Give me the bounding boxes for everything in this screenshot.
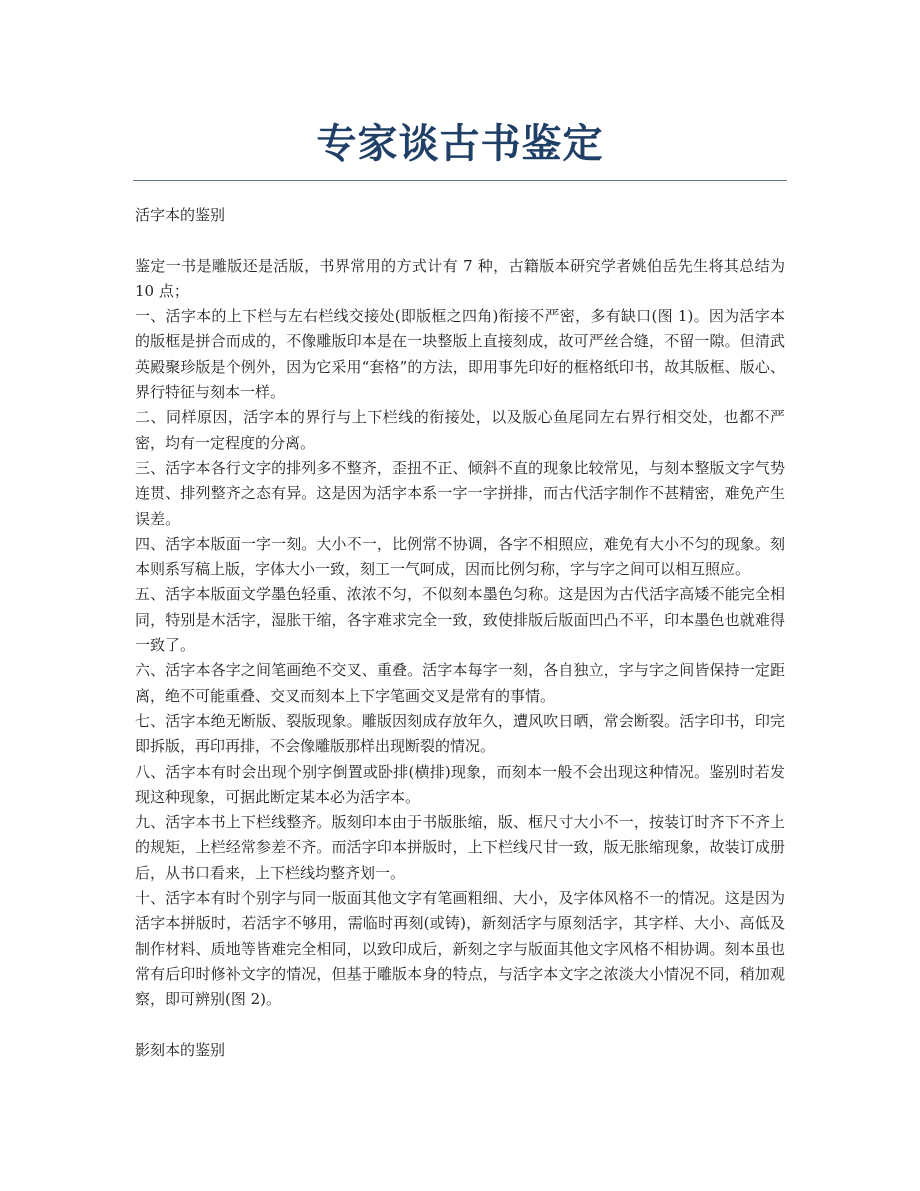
paragraph-point-4: 四、活字本版面一字一刻。大小不一，比例常不协调，各字不相照应，难免有大小不匀的现象。刻本则系写稿上版，字体大小一致，刻工一气呵成，因而比例匀称，字与字之间可以相互照应。 [135,534,785,579]
paragraph-intro: 鉴定一书是雕版还是活版，书界常用的方式计有 7 种，古籍版本研究学者姚伯岳先生将其总结为 10 点； [135,256,785,300]
paragraph-point-8: 八、活字本有时会出现个别字倒置或卧排(横排)现象，而刻本一般不会出现这种情况。鉴别时若发现这种现象，可据此断定某本必为活字本。 [135,762,785,806]
section-heading-movable-type: 活字本的鉴别 [135,206,226,224]
paragraph-point-5: 五、活字本版面文学墨色轻重、浓浓不匀，不似刻本墨色匀称。这是因为古代活字高矮不能完全相同，特别是木活字，湿胀干缩，各字难求完全一致，致使排版后版面凹凸不平，印本墨色也就难得一致了。 [135,585,785,655]
document-body [135,203,785,1063]
page-title: 专家谈古书鉴定 [316,121,604,167]
paragraph-point-6: 六、活字本各字之间笔画绝不交叉、重叠。活字本每字一刻，各自独立，字与字之间皆保持一定距离，绝不可能重叠、交叉而刻本上下字笔画交叉是常有的事情。 [135,661,785,705]
section-heading-facsimile: 影刻本的鉴别 [135,1040,226,1059]
spacer [135,228,785,253]
paragraph-point-3: 三、活字本各行文字的排列多不整齐，歪扭不正、倾斜不直的现象比较常见，与刻本整版文字气势连贯、排列整齐之态有异。这是因为活字本系一字一字拼排，而古代活字制作不甚精密，难免产生误差。 [135,458,785,528]
paragraph-point-9: 九、活字本书上下栏线整齐。版刻印本由于书版胀缩，版、框尺寸大小不一，按装订时齐下不齐上的规矩，上栏经常参差不齐。而活字印本拼版时，上下栏线尺甘一致，版无胀缩现象，故装订成册后，从书口看来，上下栏线均整齐划一。 [135,813,785,882]
paragraph-point-7: 七、活字本绝无断版、裂版现象。雕版因刻成存放年久，遭风吹日晒，常会断裂。活字印书，印完即拆版，再印再排，不会像雕版那样出现断裂的情况。 [135,711,785,756]
spacer [135,1013,785,1038]
paragraph-point-10: 十、活字本有时个别字与同一版面其他文字有笔画粗细、大小，及字体风格不一的情况。这是因为活字本拼版时，若活字不够用，需临时再刻(或铸)，新刻活字与原刻活字，其字样、大小、高低及制作材料、质地等皆难完全相同，以致印成后，新刻之字与版面其他文字风格不相协调。刻本虽也常有后印时修补文字的情况，但基于雕版本身的特点，与活字本文字之浓淡大小情况不同，稍加观察，即可辨别(图 2)。 [135,889,785,1009]
paragraph-point-2: 二、同样原因，活字本的界行与上下栏线的衔接处，以及版心鱼尾同左右界行相交处，也都不严密，均有一定程度的分离。 [135,408,785,452]
title-divider [133,180,787,181]
paragraph-point-1: 一、活字本的上下栏与左右栏线交接处(即版框之四角)衔接不严密，多有缺口(图 1)。因为活字本的版框是拼合而成的，不像雕版印本是在一块整版上直接刻成，故可严丝合缝，不留一隙。但清武英殿聚珍版是个例外，因为它采用“套格”的方法，即用事先印好的框格纸印书，故其版框、版心、界行特征与刻本一样。 [135,307,785,402]
